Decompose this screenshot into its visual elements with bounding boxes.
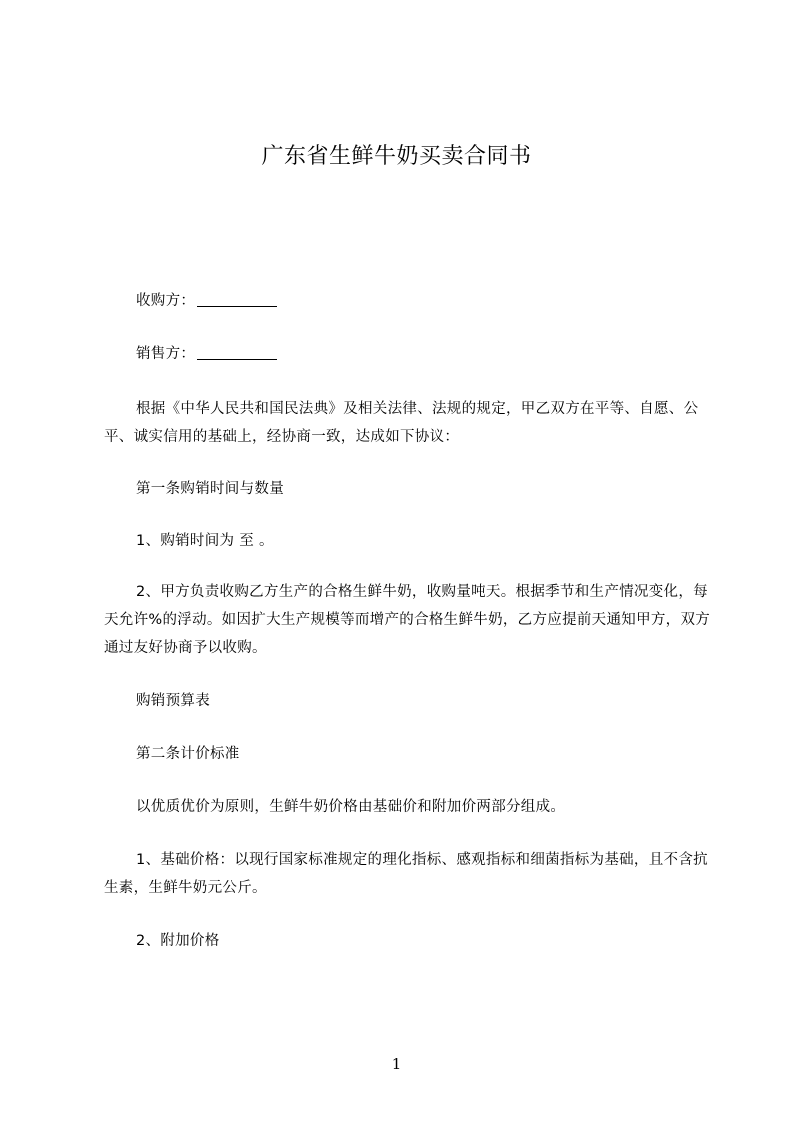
article2-principle: 以优质优价为原则，生鲜牛奶价格由基础价和附加价两部分组成。 — [136, 799, 566, 815]
intro-paragraph: 根据《中华人民共和国民法典》及相关法律、法规的规定，甲乙双方在平等、自愿、公平、诚实信用的基础上，经协商一致，达成如下协议： — [104, 401, 699, 445]
article1-item1: 1、购销时间为 至 。 — [136, 533, 274, 549]
article2-heading: 第二条计价标准 — [136, 746, 240, 762]
article1-item2: 2、甲方负责收购乙方生产的合格生鲜牛奶，收购量吨天。根据季节和生产情况变化，每天允许%的浮动。如因扩大生产规模等而增产的合格生鲜牛奶，乙方应提前天通知甲方，双方通过友好协商予以收购。 — [104, 584, 711, 656]
article2-item1: 1、基础价格：以现行国家标准规定的理化指标、感观指标和细菌指标为基础，且不含抗生素，生鲜牛奶元公斤。 — [104, 852, 708, 896]
seller-blank — [197, 343, 277, 360]
article1-heading: 第一条购销时间与数量 — [136, 481, 284, 497]
seller-label: 销售方： — [136, 346, 196, 362]
document-title: 广东省生鲜牛奶买卖合同书 — [261, 144, 532, 169]
article2-item2: 2、附加价格 — [136, 933, 220, 949]
buyer-line — [104, 287, 714, 315]
page-number: 1 — [391, 1055, 402, 1073]
budget-table-label: 购销预算表 — [136, 693, 210, 709]
buyer-blank — [197, 290, 277, 307]
seller-line — [104, 340, 714, 368]
buyer-label: 收购方： — [136, 293, 196, 309]
